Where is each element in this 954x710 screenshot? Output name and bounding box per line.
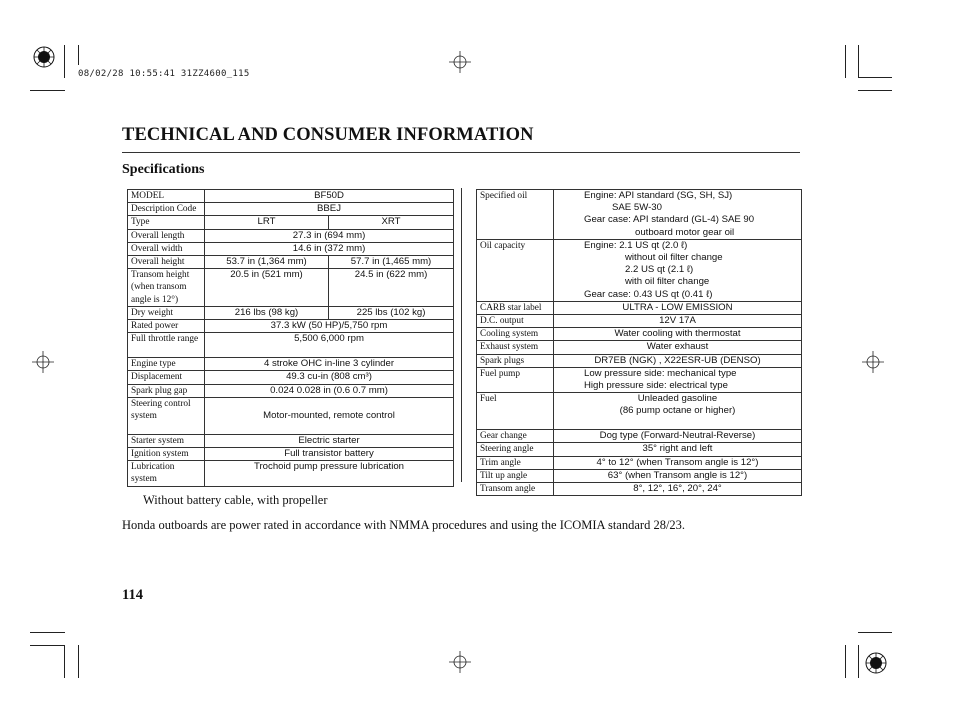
spec-label: Specified oil bbox=[477, 190, 554, 240]
spec-value: 35° right and left bbox=[554, 443, 802, 456]
spec-value: XRT bbox=[329, 216, 454, 229]
spec-value-line: Engine: 2.1 US qt (2.0 ℓ) bbox=[584, 239, 688, 251]
spec-label: D.C. output bbox=[477, 315, 554, 328]
table-row bbox=[477, 239, 802, 301]
spec-value bbox=[554, 239, 802, 301]
column-divider bbox=[461, 188, 462, 482]
spec-label: Spark plug gap bbox=[128, 384, 205, 397]
spec-value-line: Low pressure side: mechanical type bbox=[584, 367, 737, 379]
spec-value: DR7EB (NGK) , X22ESR-UB (DENSO) bbox=[554, 354, 802, 367]
spec-label: Displacement bbox=[128, 371, 205, 384]
spec-value-line: 2.2 US qt (2.1 ℓ) bbox=[625, 264, 694, 276]
spec-value-line: (86 pump octane or higher) bbox=[619, 405, 736, 417]
specifications-table-left bbox=[127, 189, 454, 487]
registration-target-icon bbox=[449, 51, 471, 73]
table-row bbox=[477, 483, 802, 496]
table-row bbox=[477, 301, 802, 314]
page-title: TECHNICAL AND CONSUMER INFORMATION bbox=[122, 125, 534, 145]
table-row bbox=[128, 190, 454, 203]
spec-value-line: without oil filter change bbox=[625, 252, 723, 264]
table-row bbox=[128, 216, 454, 229]
spec-value-line: SAE 5W-30 bbox=[612, 202, 662, 214]
table-row bbox=[477, 315, 802, 328]
specifications-table-right bbox=[476, 189, 802, 496]
spec-label: Rated power bbox=[128, 320, 205, 333]
table-row bbox=[128, 256, 454, 269]
spec-value bbox=[554, 393, 802, 430]
spec-value-line: outboard motor gear oil bbox=[635, 226, 735, 238]
spec-label: Description Code bbox=[128, 203, 205, 216]
spec-label: Transom angle bbox=[477, 483, 554, 496]
spec-value: Dog type (Forward-Neutral-Reverse) bbox=[554, 430, 802, 443]
spec-label: Dry weight bbox=[128, 306, 205, 319]
spec-label: Fuel pump bbox=[477, 367, 554, 392]
table-row bbox=[477, 430, 802, 443]
spec-value: LRT bbox=[205, 216, 329, 229]
spec-value: 63° (when Transom angle is 12°) bbox=[554, 469, 802, 482]
spec-value-line: Gear case: API standard (GL-4) SAE 90 bbox=[584, 214, 755, 226]
spec-label-note: (when transom angle is 12°) bbox=[131, 282, 187, 305]
table-footnote: Without battery cable, with propeller bbox=[143, 493, 328, 507]
spec-value: 8°, 12°, 16°, 20°, 24° bbox=[554, 483, 802, 496]
spec-label: MODEL bbox=[128, 190, 205, 203]
spec-value-line: High pressure side: electrical type bbox=[584, 380, 728, 392]
spec-value bbox=[554, 190, 802, 240]
spec-label: Exhaust system bbox=[477, 341, 554, 354]
table-row bbox=[128, 269, 454, 307]
star-target-icon bbox=[865, 652, 887, 674]
table-row bbox=[477, 393, 802, 430]
spec-value: 27.3 in (694 mm) bbox=[205, 229, 454, 242]
table-row bbox=[477, 367, 802, 392]
table-row bbox=[128, 371, 454, 384]
table-row bbox=[477, 443, 802, 456]
page-number: 114 bbox=[122, 587, 143, 603]
title-divider bbox=[122, 152, 800, 153]
spec-value: 24.5 in (622 mm) bbox=[329, 269, 454, 307]
spec-value: Full transistor battery bbox=[205, 448, 454, 461]
table-row bbox=[128, 448, 454, 461]
spec-label: Starter system bbox=[128, 434, 205, 447]
spec-value: BBEJ bbox=[205, 203, 454, 216]
spec-value: 0.024 0.028 in (0.6 0.7 mm) bbox=[205, 384, 454, 397]
registration-target-icon bbox=[32, 351, 54, 373]
star-target-icon bbox=[33, 46, 55, 68]
spec-label: Overall width bbox=[128, 242, 205, 255]
spec-label: Trim angle bbox=[477, 456, 554, 469]
table-row bbox=[477, 456, 802, 469]
registration-target-icon bbox=[862, 351, 884, 373]
table-row bbox=[128, 397, 454, 434]
table-row bbox=[477, 341, 802, 354]
table-row bbox=[128, 461, 454, 486]
spec-label: Tilt up angle bbox=[477, 469, 554, 482]
spec-value: Water exhaust bbox=[554, 341, 802, 354]
spec-value: 37.3 kW (50 HP)/5,750 rpm bbox=[205, 320, 454, 333]
spec-value: 4 stroke OHC in-line 3 cylinder bbox=[205, 358, 454, 371]
spec-value: 14.6 in (372 mm) bbox=[205, 242, 454, 255]
spec-value: Trochoid pump pressure lubrication bbox=[205, 461, 454, 486]
registration-target-icon bbox=[449, 651, 471, 673]
spec-value: 53.7 in (1,364 mm) bbox=[205, 256, 329, 269]
spec-label: CARB star label bbox=[477, 301, 554, 314]
table-row bbox=[128, 384, 454, 397]
section-heading: Specifications bbox=[122, 162, 205, 177]
spec-value: Motor-mounted, remote control bbox=[205, 397, 454, 434]
spec-value: 12V 17A bbox=[554, 315, 802, 328]
spec-value: ULTRA - LOW EMISSION bbox=[554, 301, 802, 314]
spec-value: 57.7 in (1,465 mm) bbox=[329, 256, 454, 269]
spec-value: 5,500 6,000 rpm bbox=[205, 333, 454, 358]
spec-label: Steering control system bbox=[128, 397, 205, 434]
spec-value-line: with oil filter change bbox=[625, 276, 710, 288]
table-row bbox=[128, 306, 454, 319]
table-row bbox=[477, 328, 802, 341]
table-row bbox=[128, 358, 454, 371]
spec-label: Oil capacity bbox=[477, 239, 554, 301]
spec-value: 225 lbs (102 kg) bbox=[329, 306, 454, 319]
table-row bbox=[128, 333, 454, 358]
spec-value: Water cooling with thermostat bbox=[554, 328, 802, 341]
spec-value: 49.3 cu-in (808 cm³) bbox=[205, 371, 454, 384]
table-row bbox=[128, 242, 454, 255]
table-row bbox=[477, 354, 802, 367]
spec-label: Steering angle bbox=[477, 443, 554, 456]
table-row bbox=[128, 203, 454, 216]
body-paragraph: Honda outboards are power rated in accordance with NMMA procedures and using the ICOMIA standard 28/23. bbox=[122, 518, 686, 532]
spec-label-main: Transom height bbox=[131, 270, 190, 281]
table-row bbox=[477, 469, 802, 482]
spec-value-line: Unleaded gasoline bbox=[637, 393, 718, 405]
spec-label: Fuel bbox=[477, 393, 554, 430]
spec-value-line: Engine: API standard (SG, SH, SJ) bbox=[584, 190, 733, 201]
table-row bbox=[128, 434, 454, 447]
slug-line: 08/02/28 10:55:41 31ZZ4600_115 bbox=[78, 69, 250, 79]
spec-label: Type bbox=[128, 216, 205, 229]
spec-label: Engine type bbox=[128, 358, 205, 371]
spec-label: Ignition system bbox=[128, 448, 205, 461]
spec-value: Electric starter bbox=[205, 434, 454, 447]
table-row bbox=[128, 320, 454, 333]
spec-value: 20.5 in (521 mm) bbox=[205, 269, 329, 307]
spec-label: Full throttle range bbox=[128, 333, 205, 358]
spec-label: Spark plugs bbox=[477, 354, 554, 367]
table-row bbox=[128, 229, 454, 242]
spec-value bbox=[554, 367, 802, 392]
spec-label: Gear change bbox=[477, 430, 554, 443]
spec-value: 4° to 12° (when Transom angle is 12°) bbox=[554, 456, 802, 469]
spec-label: Cooling system bbox=[477, 328, 554, 341]
spec-label: Overall height bbox=[128, 256, 205, 269]
table-row bbox=[477, 190, 802, 240]
spec-label: Overall length bbox=[128, 229, 205, 242]
spec-label bbox=[128, 269, 205, 307]
spec-value-line: Gear case: 0.43 US qt (0.41 ℓ) bbox=[584, 288, 713, 300]
spec-value: BF50D bbox=[205, 190, 454, 203]
spec-label: Lubrication system bbox=[128, 461, 205, 486]
spec-value: 216 lbs (98 kg) bbox=[205, 306, 329, 319]
